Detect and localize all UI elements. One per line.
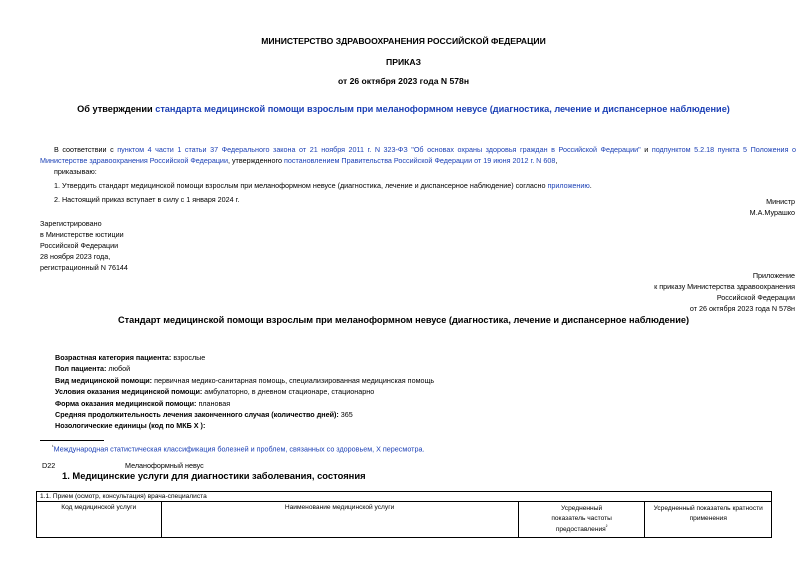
table-caption: 1.1. Прием (осмотр, консультация) врача-специалиста: [37, 492, 772, 502]
preamble-text: ,: [555, 156, 558, 165]
header-line: Усредненный показатель кратности: [653, 505, 763, 512]
param-value: амбулаторно, в дневном стационаре, стационарно: [202, 387, 375, 397]
footnote: [52, 444, 424, 453]
preamble-line-2: [40, 155, 796, 166]
doc-title: [0, 104, 807, 114]
appendix-line: к приказу Министерства здравоохранения: [654, 282, 795, 291]
header-line: Усредненный: [561, 505, 603, 512]
param-duration: [55, 409, 434, 420]
signature-position: Министр: [766, 197, 795, 206]
preamble-text: , утвержденного: [227, 156, 284, 165]
column-header-multiplicity: [645, 502, 772, 538]
government-decree-link[interactable]: постановлением Правительства Российской Федерации от 19 июня 2012 г. N 608: [283, 156, 556, 165]
doc-date: от 26 октября 2023 года N 578н: [337, 76, 470, 86]
nosology-name: Меланоформный невус: [125, 461, 204, 470]
param-label: Пол пациента:: [55, 364, 107, 374]
param-conditions: [55, 386, 434, 397]
param-age: [55, 352, 434, 363]
registration-line: в Министерстве юстиции: [40, 230, 124, 239]
registration-block: [40, 218, 128, 273]
appendix-header: [654, 270, 795, 314]
registration-line: Российской Федерации: [40, 241, 119, 250]
column-header-frequency: [518, 502, 645, 538]
param-value: взрослые: [171, 353, 206, 362]
order-word: приказываю:: [54, 167, 97, 176]
appendix-line: Российской Федерации: [716, 293, 795, 302]
param-label: Форма оказания медицинской помощи:: [55, 398, 197, 408]
registration-line: 28 ноября 2023 года,: [40, 252, 111, 261]
ministry-title: МИНИСТЕРСТВО ЗДРАВООХРАНЕНИЯ РОССИЙСКОЙ ФЕДЕРАЦИИ: [261, 36, 546, 46]
table-header-row: [37, 502, 772, 538]
law-link[interactable]: пунктом 4 части 1 статьи 37 Федерального закона от 21 ноября 2011 г. N 323-ФЗ "Об основах охраны здоровья граждан в Российской Федерации": [117, 145, 641, 154]
column-header-code: Код медицинской услуги: [37, 502, 162, 538]
signature: [750, 196, 795, 218]
param-label: Вид медицинской помощи:: [55, 375, 153, 385]
order-item-2: 2. Настоящий приказ вступает в силу с 1 января 2024 г.: [54, 195, 240, 204]
doc-title-link[interactable]: стандарта медицинской помощи взрослым при меланоформном невусе (диагностика, лечение и диспансерное наблюдение): [155, 104, 730, 114]
param-sex: [55, 363, 434, 374]
param-label: Условия оказания медицинской помощи:: [55, 387, 203, 397]
param-value: плановая: [196, 398, 231, 408]
doc-type: ПРИКАЗ: [386, 57, 421, 67]
order-item-1-end: .: [589, 181, 592, 190]
footnote-mark: ¹: [52, 444, 54, 450]
column-header-name: Наименование медицинской услуги: [161, 502, 518, 538]
header-line-text: предоставления: [555, 526, 606, 534]
signature-name: М.А.Мурашко: [749, 208, 795, 217]
param-form: [55, 398, 434, 409]
footnote-link[interactable]: Международная статистическая классификация болезней и проблем, связанных со здоровьем, X пересмотра.: [53, 444, 425, 454]
parameters: [55, 352, 434, 432]
param-value: любой: [106, 364, 131, 374]
nosology-code: D22: [42, 461, 56, 470]
preamble-text: и: [640, 145, 652, 154]
param-value: первичная медико-санитарная помощь, специализированная медицинская помощь: [152, 375, 435, 385]
param-care-type: [55, 375, 434, 386]
preamble-line-1: [40, 144, 796, 155]
order-item-1: [40, 180, 796, 191]
registration-line: Зарегистрировано: [40, 219, 102, 228]
appendix-line: Приложение: [752, 271, 795, 280]
order-item-1-text: 1. Утвердить стандарт медицинской помощи взрослым при меланоформном невусе (диагностика, лечение и диспансерное наблюдение) согласно: [54, 181, 548, 190]
param-label: Средняя продолжительность лечения законченного случая (количество дней):: [55, 410, 339, 420]
services-table: [36, 491, 772, 538]
preamble: [40, 144, 796, 205]
regulation-link[interactable]: подпунктом 5.2.18 пункта 5 Положения о: [651, 145, 796, 154]
preamble-text: В соответствии с: [54, 145, 118, 154]
footnote-ref[interactable]: ²: [605, 524, 608, 530]
doc-title-prefix: Об утверждении: [77, 104, 156, 114]
table-caption-row: [37, 492, 772, 502]
ministry-regulation-link[interactable]: Министерстве здравоохранения Российской Федерации: [40, 156, 228, 165]
appendix-line: от 26 октября 2023 года N 578н: [689, 304, 795, 313]
param-label: Нозологические единицы (код по МКБ X ):: [55, 421, 206, 431]
header-line: применения: [689, 514, 727, 522]
header-line: [522, 523, 642, 535]
standard-title: Стандарт медицинской помощи взрослым при меланоформном невусе (диагностика, лечение и диспансерное наблюдение): [117, 315, 690, 325]
footnote-divider: [40, 440, 104, 441]
appendix-link[interactable]: приложению: [547, 181, 590, 190]
header-line: показатель частоты: [551, 514, 612, 522]
param-value: 365: [338, 410, 353, 420]
section-title: 1. Медицинские услуги для диагностики заболевания, состояния: [62, 470, 366, 481]
registration-line: регистрационный N 76144: [40, 263, 128, 272]
param-label: Возрастная категория пациента:: [55, 353, 172, 362]
param-nosology: [55, 420, 434, 431]
